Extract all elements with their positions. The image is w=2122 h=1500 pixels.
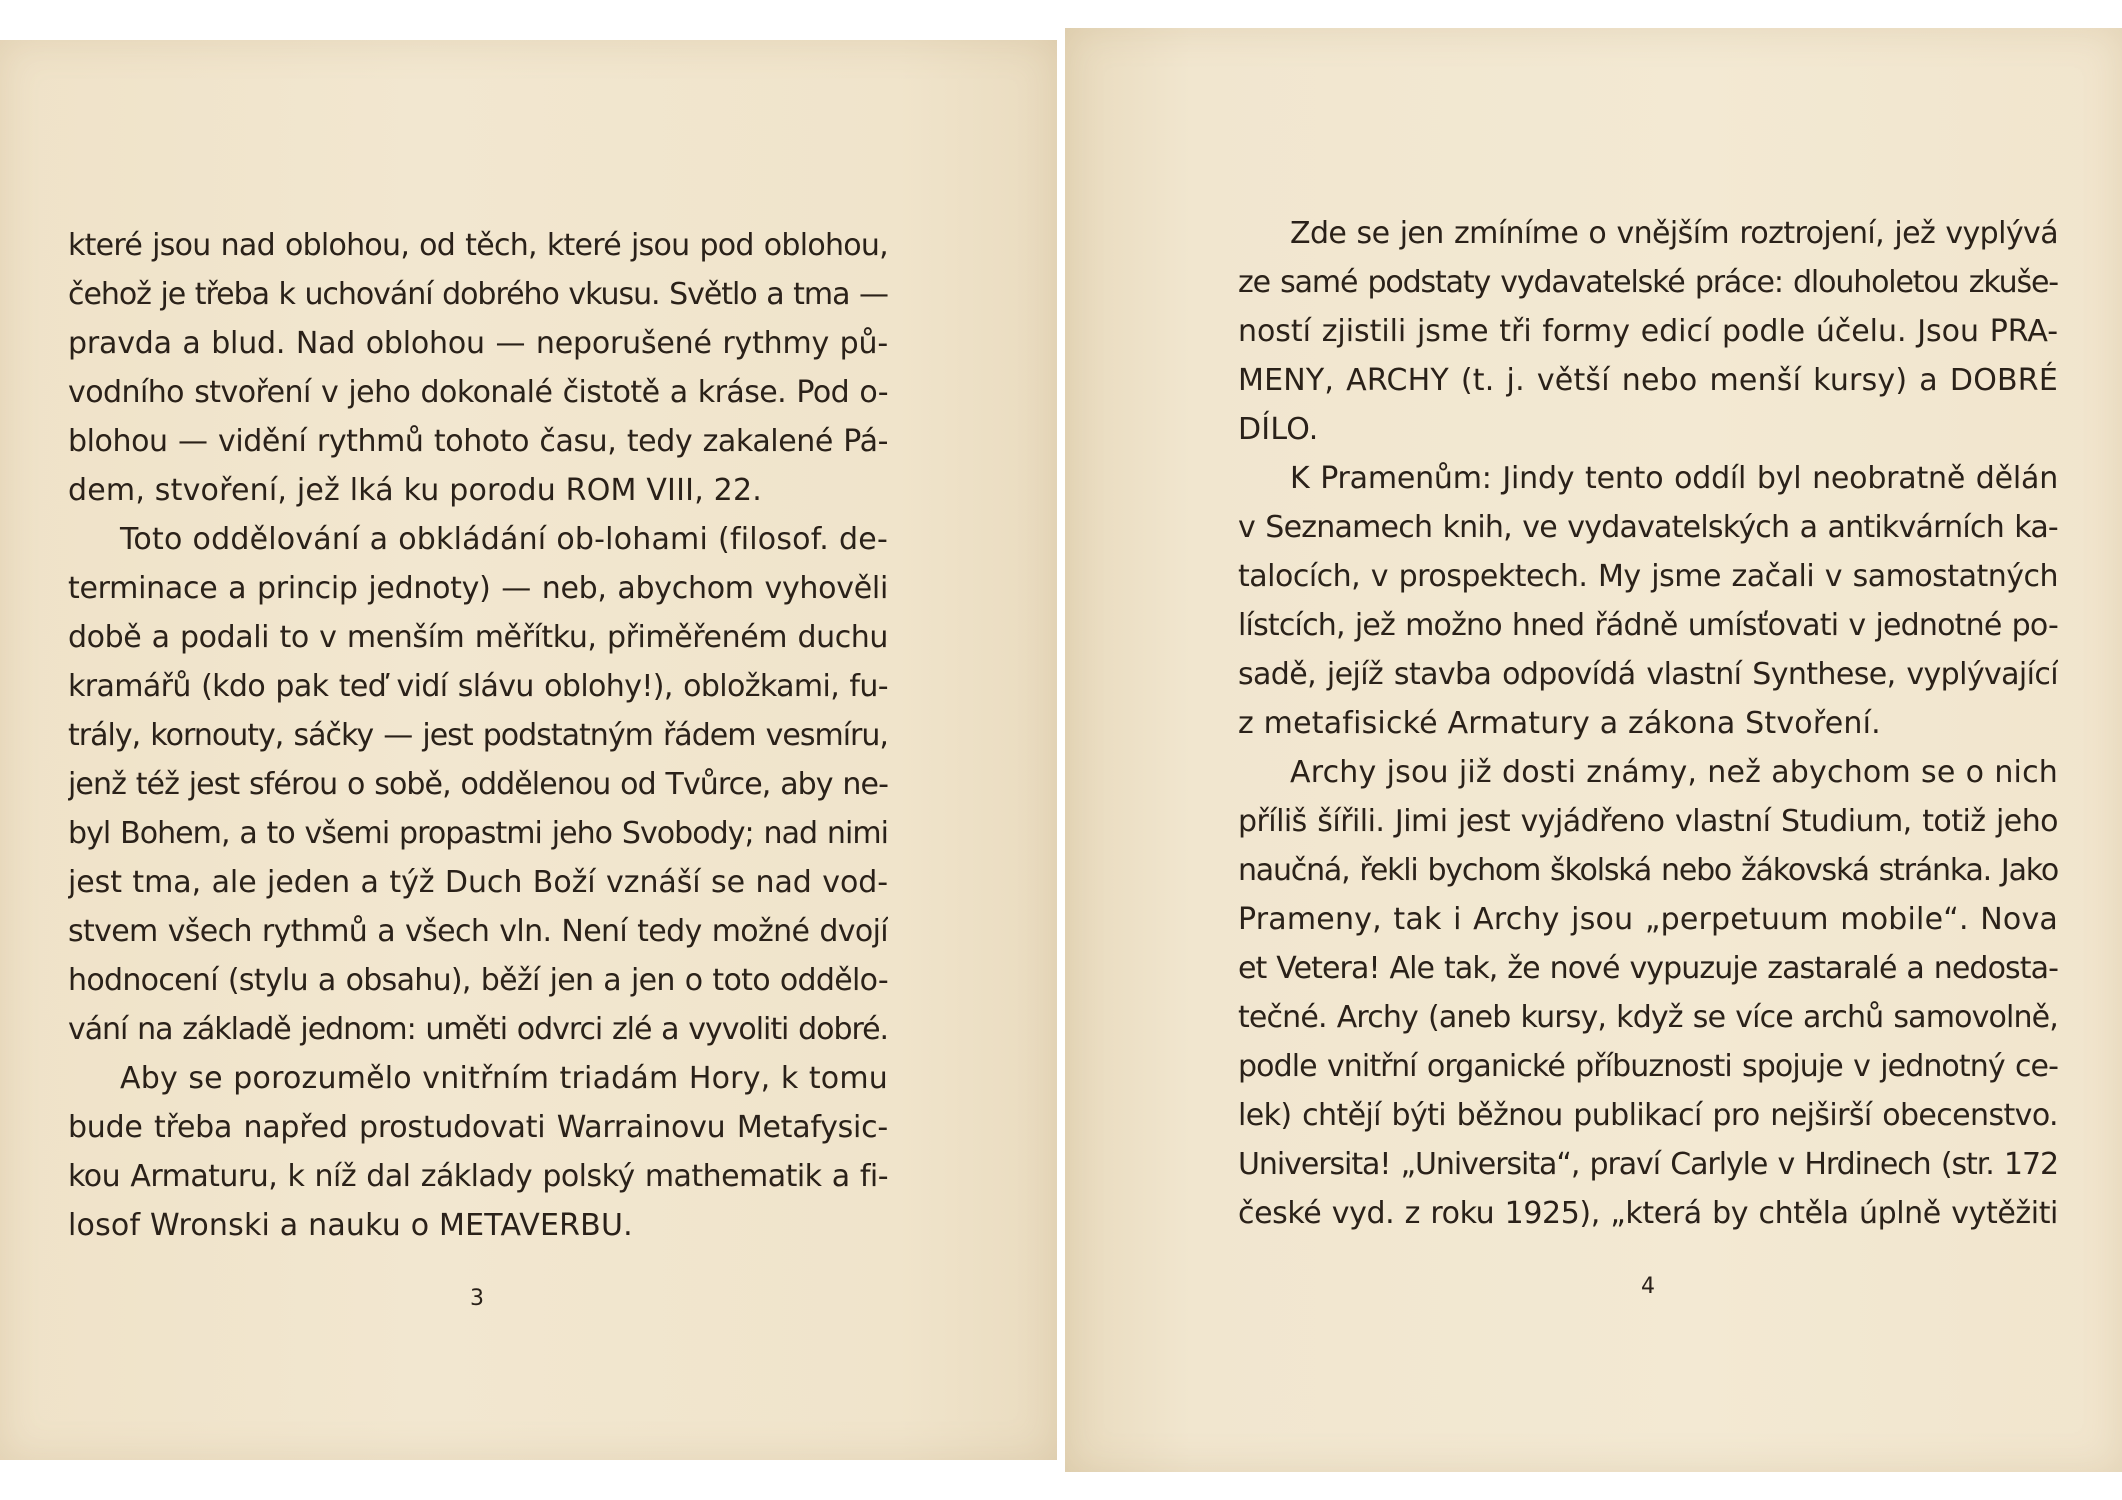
text-line: talocích, v prospektech. My jsme začali v samostatných [1238, 559, 2058, 594]
text-line: době a podali to v menším měřítku, přiměřeném duchu [68, 620, 888, 655]
text-line: naučná, řekli bychom školská nebo žákovská stránka. Jako [1238, 853, 2058, 888]
text-line: které jsou nad oblohou, od těch, které jsou pod oblohou, [68, 228, 888, 263]
text-line: čehož je třeba k uchování dobrého vkusu. Světlo a tma — [68, 277, 888, 312]
text-line: et Vetera! Ale tak, že nové vypuzuje zastaralé a nedosta- [1238, 951, 2058, 986]
right-page [1065, 28, 2122, 1472]
text-line: Prameny, tak i Archy jsou „perpetuum mobile“. Nova [1238, 902, 2058, 937]
right-page-text [1238, 209, 2058, 1238]
page-number: 4 [1641, 1274, 1655, 1299]
text-line: lek) chtějí býti běžnou publikací pro nejširší obecenstvo. [1238, 1098, 2058, 1133]
page-number: 3 [470, 1286, 484, 1311]
text-line: byl Bohem, a to všemi propastmi jeho Svobody; nad nimi [68, 816, 888, 851]
text-line: terminace a princip jednoty) — neb, abychom vyhověli [68, 571, 888, 606]
text-line: sadě, jejíž stavba odpovídá vlastní Synthese, vyplývající [1238, 657, 2058, 692]
text-line: bude třeba napřed prostudovati Warrainovu Metafysic- [68, 1110, 888, 1145]
text-line: jenž též jest sférou o sobě, oddělenou od Tvůrce, aby ne- [68, 767, 888, 802]
text-line: v Seznamech knih, ve vydavatelských a antikvárních ka- [1238, 510, 2058, 545]
text-line: kramářů (kdo pak teď vidí slávu oblohy!), obložkami, fu- [68, 669, 888, 704]
text-line: tečné. Archy (aneb kursy, když se více archů samovolně, [1238, 1000, 2058, 1035]
left-page [0, 40, 1057, 1460]
text-line: podle vnitřní organické příbuznosti spojuje v jednotný ce- [1238, 1049, 2058, 1084]
text-line: příliš šířili. Jimi jest vyjádřeno vlastní Studium, totiž jeho [1238, 804, 2058, 839]
text-line: MENY, ARCHY (t. j. větší nebo menší kursy) a DOBRÉ [1238, 363, 2058, 398]
text-line: blohou — vidění rythmů tohoto času, tedy zakalené Pá- [68, 424, 888, 459]
text-line: DÍLO. [1238, 412, 1319, 447]
text-line: K Pramenům: Jindy tento oddíl byl neobratně dělán [1290, 461, 2058, 496]
text-line: Archy jsou již dosti známy, než abychom se o nich [1290, 755, 2058, 790]
text-line: hodnocení (stylu a obsahu), běží jen a jen o toto oddělo- [68, 963, 888, 998]
text-line: stvem všech rythmů a všech vln. Není tedy možné dvojí [68, 914, 888, 949]
text-line: jest tma, ale jeden a týž Duch Boží vznáší se nad vod- [68, 865, 888, 900]
text-line: české vyd. z roku 1925), „která by chtěla úplně vytěžiti [1238, 1196, 2058, 1231]
text-line: z metafisické Armatury a zákona Stvoření. [1238, 706, 1881, 741]
text-line: pravda a blud. Nad oblohou — neporušené rythmy pů- [68, 326, 888, 361]
text-line: trály, kornouty, sáčky — jest podstatným řádem vesmíru, [68, 718, 888, 753]
text-line: vodního stvoření v jeho dokonalé čistotě a kráse. Pod o- [68, 375, 888, 410]
text-line: Aby se porozumělo vnitřním triadám Hory, k tomu [120, 1061, 888, 1096]
text-line: dem, stvoření, jež lká ku porodu ROM VIII, 22. [68, 473, 762, 508]
text-line: Zde se jen zmíníme o vnějším roztrojení, jež vyplývá [1290, 216, 2058, 251]
text-line: ností zjistili jsme tři formy edicí podle účelu. Jsou PRA- [1238, 314, 2058, 349]
text-line: lístcích, jež možno hned řádně umísťovati v jednotné po- [1238, 608, 2058, 643]
text-line: Toto oddělování a obkládání ob-lohami (filosof. de- [120, 522, 888, 557]
text-line: Universita! „Universita“, praví Carlyle v Hrdinech (str. 172 [1238, 1147, 2058, 1182]
text-line: losof Wronski a nauku o METAVERBU. [68, 1208, 633, 1243]
text-line: kou Armaturu, k níž dal základy polský mathematik a fi- [68, 1159, 888, 1194]
text-line: ze samé podstaty vydavatelské práce: dlouholetou zkuše- [1238, 265, 2058, 300]
text-line: vání na základě jednom: uměti odvrci zlé a vyvoliti dobré. [68, 1012, 888, 1047]
left-page-text [68, 221, 888, 1250]
